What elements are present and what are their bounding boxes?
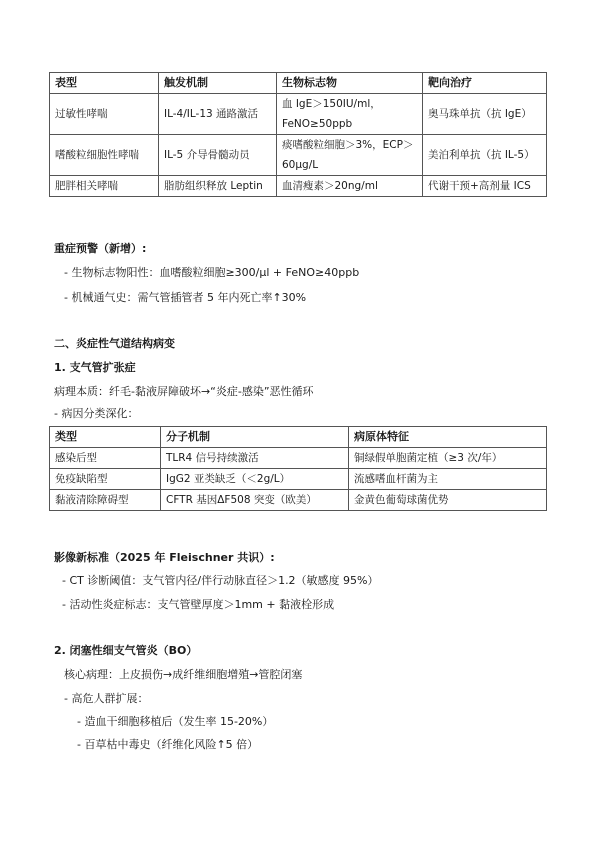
table-cell: 流感嗜血杆菌为主 <box>349 469 547 490</box>
table-cell: 奥马珠单抗（抗 IgE） <box>423 94 547 135</box>
table-cell: 过敏性哮喘 <box>50 94 159 135</box>
imaging-item: - 活动性炎症标志：支气管壁厚度＞1mm + 黏液栓形成 <box>62 598 335 611</box>
subsection-heading: 2. 闭塞性细支气管炎（BO） <box>54 644 198 657</box>
column-header: 病原体特征 <box>349 427 547 448</box>
table-header-row <box>50 427 547 448</box>
warning-heading: 重症预警（新增）: <box>54 242 147 255</box>
table-cell: IgG2 亚类缺乏（＜2g/L） <box>161 469 349 490</box>
table-cell: 肥胖相关哮喘 <box>50 176 159 197</box>
table-row <box>50 94 547 135</box>
table-cell: 铜绿假单胞菌定植（≥3 次/年） <box>349 448 547 469</box>
subsection-heading: 1. 支气管扩张症 <box>54 361 136 374</box>
column-header: 靶向治疗 <box>423 73 547 94</box>
table-row <box>50 469 547 490</box>
table-row <box>50 176 547 197</box>
table-cell: 脂肪组织释放 Leptin <box>159 176 277 197</box>
table-header-row <box>50 73 547 94</box>
table-row <box>50 135 547 176</box>
paragraph-line: - 病因分类深化： <box>54 407 139 420</box>
risk-item: - 百草枯中毒史（纤维化风险↑5 倍） <box>77 738 259 751</box>
warning-item: - 生物标志物阳性：血嗜酸粒细胞≥300/μl + FeNO≥40ppb <box>64 266 360 279</box>
table-cell: 痰嗜酸粒细胞＞3%，ECP＞60μg/L <box>277 135 423 176</box>
table-cell: 免疫缺陷型 <box>50 469 161 490</box>
column-header: 分子机制 <box>161 427 349 448</box>
warning-item: - 机械通气史：需气管插管者 5 年内死亡率↑30% <box>64 291 307 304</box>
bronchiectasis-table <box>49 426 547 511</box>
risk-item: - 造血干细胞移植后（发生率 15-20%） <box>77 715 274 728</box>
table-cell: CFTR 基因ΔF508 突变（欧美） <box>161 490 349 511</box>
table-cell: IL-4/IL-13 通路激活 <box>159 94 277 135</box>
section-heading: 二、炎症性气道结构病变 <box>54 337 175 350</box>
column-header: 类型 <box>50 427 161 448</box>
table-cell: 血 IgE＞150IU/ml，FeNO≥50ppb <box>277 94 423 135</box>
imaging-item: - CT 诊断阈值：支气管内径/伴行动脉直径＞1.2（敏感度 95%） <box>62 574 379 587</box>
paragraph-line: 核心病理：上皮损伤→成纤维细胞增殖→管腔闭塞 <box>64 668 303 681</box>
imaging-heading: 影像新标准（2025 年 Fleischner 共识）: <box>54 551 275 564</box>
column-header: 生物标志物 <box>277 73 423 94</box>
phenotype-table <box>49 72 547 197</box>
table-cell: 血清瘦素＞20ng/ml <box>277 176 423 197</box>
paragraph-line: - 高危人群扩展： <box>64 692 149 705</box>
table-cell: 金黄色葡萄球菌优势 <box>349 490 547 511</box>
table-cell: 嗜酸粒细胞性哮喘 <box>50 135 159 176</box>
table-row <box>50 490 547 511</box>
table-cell: 黏液清除障碍型 <box>50 490 161 511</box>
table-cell: IL-5 介导骨髓动员 <box>159 135 277 176</box>
paragraph-line: 病理本质：纤毛-黏液屏障破坏→“炎症-感染”恶性循环 <box>54 385 314 398</box>
table-cell: 代谢干预+高剂量 ICS <box>423 176 547 197</box>
column-header: 触发机制 <box>159 73 277 94</box>
column-header: 表型 <box>50 73 159 94</box>
table-row <box>50 448 547 469</box>
table-cell: TLR4 信号持续激活 <box>161 448 349 469</box>
table-cell: 感染后型 <box>50 448 161 469</box>
table-cell: 美泊利单抗（抗 IL-5） <box>423 135 547 176</box>
